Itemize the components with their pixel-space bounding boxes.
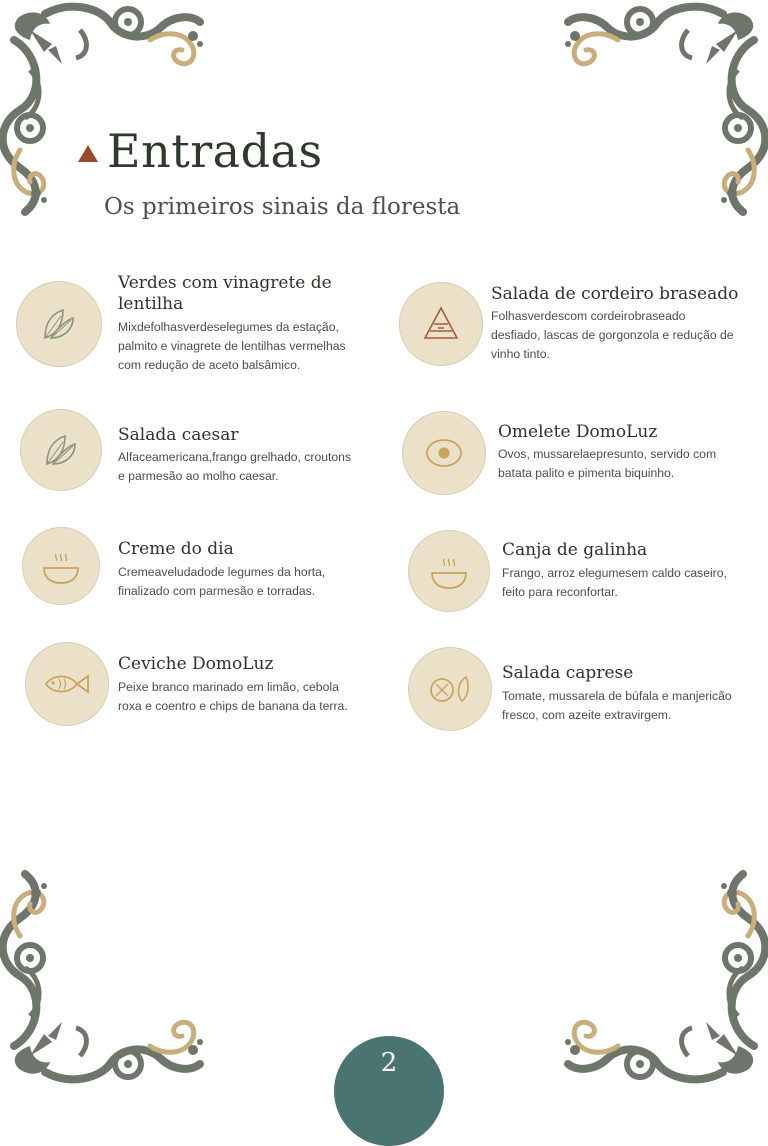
leaves-icon: [16, 281, 102, 367]
item-name: Salada caesar: [118, 425, 239, 445]
item-description: Ovos, mussarelaepresunto, servido com batata palito e pimenta biquinho.: [498, 447, 717, 480]
triangle-bullet-icon: [78, 145, 98, 162]
item-name: Ceviche DomoLuz: [118, 654, 274, 674]
soup-bowl-icon: [22, 527, 100, 605]
page-number-tab: [334, 1036, 444, 1146]
item-name: Omelete DomoLuz: [498, 422, 658, 442]
layered-triangle-icon: [399, 282, 483, 366]
corner-ornament-bottom-left: [0, 856, 230, 1086]
page-title: Entradas: [107, 124, 323, 178]
egg-icon: [402, 411, 486, 495]
corner-ornament-top-right: [538, 0, 768, 230]
item-name: Salada de cordeiro braseado: [491, 284, 739, 304]
item-description: Tomate, mussarela de búfala e manjericão fresco, com azeite extravirgem.: [502, 689, 732, 722]
item-name: Creme do dia: [118, 539, 234, 559]
section-header: [78, 124, 323, 178]
item-name: Verdes com vinagrete de lentilha: [118, 273, 332, 314]
item-description: Peixe branco marinado em limão, cebola roxa e coentro e chips de banana da terra.: [118, 680, 348, 713]
item-description: Cremeaveludadode legumes da horta, finalizado com parmesão e torradas.: [118, 565, 326, 598]
page-number: 2: [380, 1048, 398, 1078]
page-subtitle: Os primeiros sinais da floresta: [104, 194, 461, 220]
fish-icon: [25, 642, 109, 726]
item-description: Mixdefolhasverdeselegumes da estação, palmito e vinagrete de lentilhas vermelhas com redução de aceto balsâmico.: [118, 320, 346, 372]
leaves-icon: [20, 409, 102, 491]
item-name: Salada caprese: [502, 663, 634, 683]
item-description: Frango, arroz elegumesem caldo caseiro, feito para reconfortar.: [502, 566, 727, 599]
item-description: Folhasverdescom cordeirobraseado desfiado, lascas de gorgonzola e redução de vinho tinto.: [491, 309, 734, 361]
corner-ornament-bottom-right: [538, 856, 768, 1086]
tomato-basil-icon: [408, 647, 492, 731]
soup-bowl-icon: [408, 530, 490, 612]
item-name: Canja de galinha: [502, 540, 648, 560]
item-description: Alfaceamericana,frango grelhado, croutons e parmesão ao molho caesar.: [118, 450, 352, 483]
